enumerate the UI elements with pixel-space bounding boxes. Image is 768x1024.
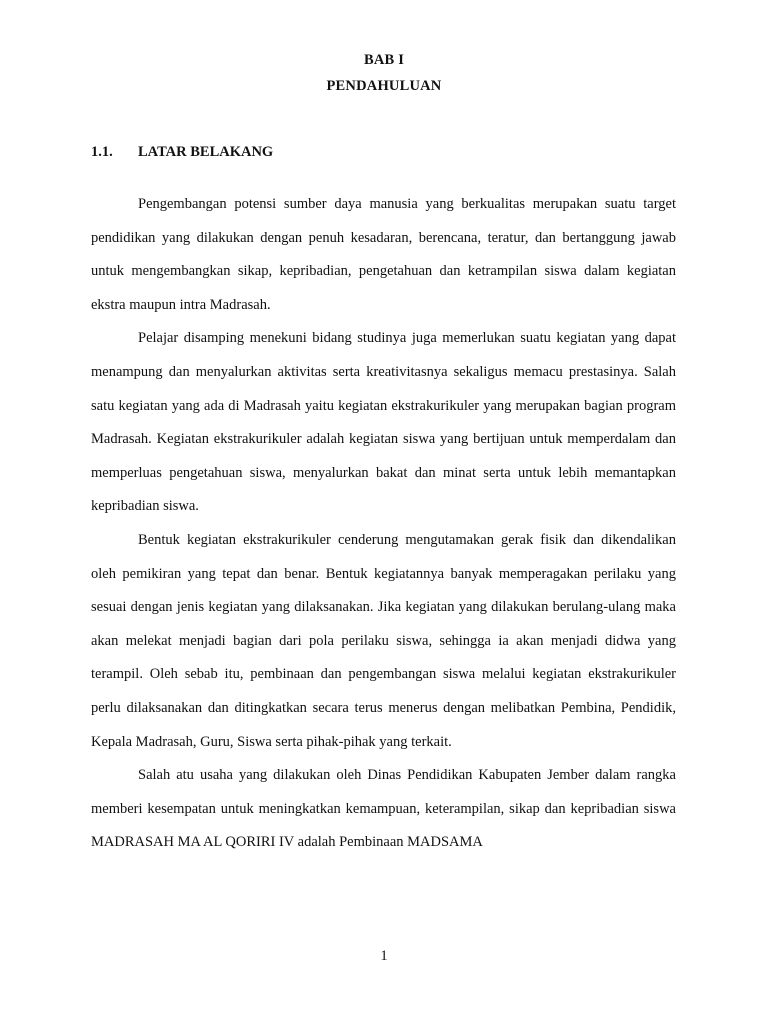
paragraph-4: Salah atu usaha yang dilakukan oleh Dinas Pendidikan Kabupaten Jember dalam rangka memberi kesempatan untuk meningkatkan kemampuan, keterampilan, sikap dan kepribadian siswa MADRASAH MA AL QORIRI IV adalah Pembinaan MADSAMA bbox=[91, 767, 676, 851]
page-number: 1 bbox=[380, 948, 388, 964]
body-text bbox=[91, 188, 676, 860]
paragraph-1: Pengembangan potensi sumber daya manusia yang berkualitas merupakan suatu target pendidikan yang dilakukan dengan penuh kesadaran, berencana, teratur, dan bertanggung jawab untuk mengembangkan sikap, kepribadian, pengetahuan dan ketrampilan siswa dalam kegiatan ekstra maupun intra Madrasah. bbox=[91, 196, 676, 313]
section-number: 1.1. bbox=[91, 144, 113, 160]
section-heading bbox=[91, 144, 273, 161]
chapter-title: PENDAHULUAN bbox=[326, 78, 442, 94]
section-title: LATAR BELAKANG bbox=[138, 144, 274, 160]
paragraph-2: Pelajar disamping menekuni bidang studinya juga memerlukan suatu kegiatan yang dapat menampung dan menyalurkan aktivitas serta kreativitasnya sekaligus memacu prestasinya. Salah satu kegiatan yang ada di Madrasah yaitu kegiatan ekstrakurikuler yang merupakan bagian program Madrasah. Kegiatan ekstrakurikuler adalah kegiatan siswa yang bertijuan untuk memperdalam dan memperluas pengetahuan siswa, menyalurkan bakat dan minat serta untuk lebih memantapkan kepribadian siswa. bbox=[91, 330, 676, 515]
paragraph-3: Bentuk kegiatan ekstrakurikuler cenderung mengutamakan gerak fisik dan dikendalikan oleh pemikiran yang tepat dan benar. Bentuk kegiatannya banyak memperagakan perilaku yang sesuai dengan jenis kegiatan yang dilaksanakan. Jika kegiatan yang dilakukan berulang-ulang maka akan melekat menjadi bagian dari pola perilaku siswa, sehingga ia akan menjadi didwa yang terampil. Oleh sebab itu, pembinaan dan pengembangan siswa melalui kegiatan ekstrakurikuler perlu dilaksanakan dan ditingkatkan secara terus menerus dengan melibatkan Pembina, Pendidik, Kepala Madrasah, Guru, Siswa serta pihak-pihak yang terkait. bbox=[91, 531, 676, 750]
chapter-number: BAB I bbox=[363, 52, 405, 68]
